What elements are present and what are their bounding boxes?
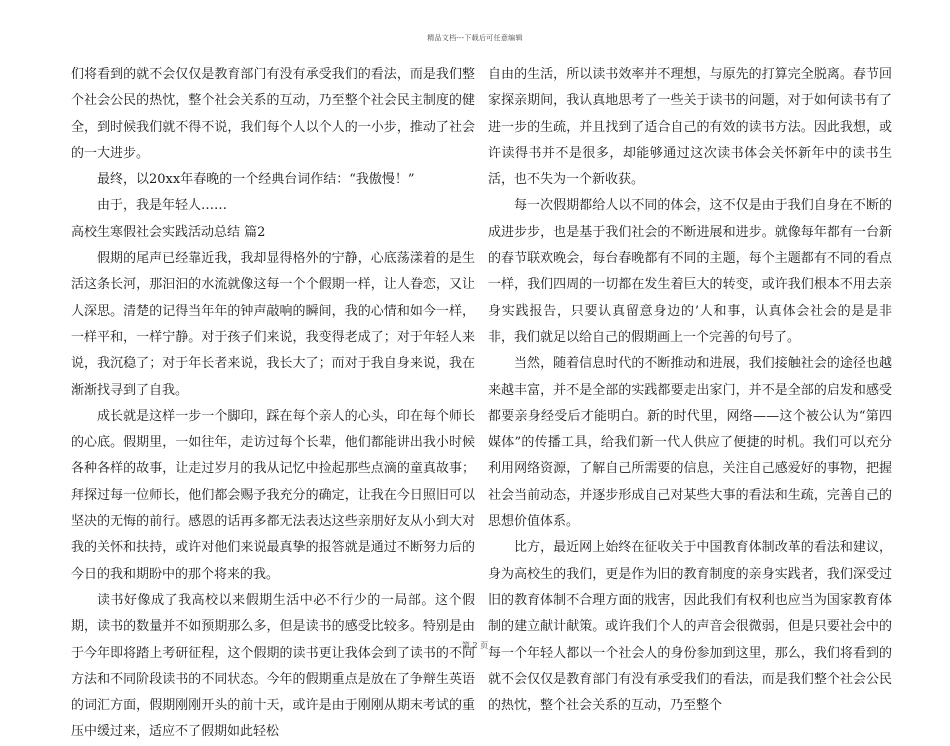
paragraph: 读书好像成了我高校以来假期生活中必不行少的一局部。这个假期，读书的数量并不如预期那么多，但是读书的感受比较多。特别是由于今年即将踏上考研征程，这个假期的读书更让我体会到了读书的不同方法和不同阶段读书的不同状态。今年的假期重点是放在了争辩生英语的词汇方面，假期刚刚开头的前十天，或许是由于刚刚从期末考试的重压中缓过来，适应不了假期如此轻松 [71, 592, 475, 740]
page-number: 第 2 页 [461, 641, 489, 650]
section-heading: 高校生寒假社会实践活动总结 篇2 [71, 224, 266, 240]
right-column [488, 62, 892, 719]
paragraph: 们将看到的就不会仅仅是教育部门有没有承受我们的看法，而是我们整个社会公民的热忱，整个社会关系的互动，乃至整个社会民主制度的健全，到时候我们就不得不说，我们每个人以个人的一小步，推动了社会的一大进步。 [71, 67, 475, 161]
paragraph: 假期的尾声已经靠近我，我却显得格外的宁静，心底荡漾着的是生活这条长河，那汩汩的水流就像这每一个个假期一样，让人眷恋，又让人深思。清楚的记得当年年的钟声敲响的瞬间，我的心情和如今一样，一样平和，一样宁静。对于孩子们来说，我变得老成了；对于年轻人来说，我沉稳了；对于年长者来说，我长大了；而对于我自身来说，我在渐渐找寻到了自我。 [71, 251, 475, 398]
paragraph: 比方，最近网上始终在征收关于中国教育体制改革的看法和建议，身为高校生的我们，更是作为旧的教育制度的亲身实践者，我们深受过旧的教育体制不合理方面的戕害，因此我们有权利也应当为国家教育体制的建立献计献策。或许我们个人的声音会很微弱，但是只要社会中的每一个年轻人都以一个社会人的身份参加到这里，那么，我们将看到的就不会仅仅是教育部门有没有承受我们的看法，而是我们整个社会公民的热忱，整个社会关系的互动，乃至整个 [488, 540, 892, 714]
header-note: 精品文档---下载后可任意编辑 [427, 34, 523, 42]
paragraph: 由于，我是年轻人…… [97, 198, 228, 214]
paragraph: 自由的生活，所以读书效率并不理想，与原先的打算完全脱离。春节回家探亲期间，我认真地思考了一些关于读书的问题，对于如何读书有了进一步的生疏，并且找到了适合自己的有效的读书方法。因此我想，或许读得书并不是很多，却能够通过这次读书体会关怀新年中的读书生活，也不失为一个新收获。 [488, 67, 892, 188]
paragraph: 最终，以20xx年春晚的一个经典台词作结：“我傲慢！” [97, 172, 415, 188]
paragraph: 每一次假期都给人以不同的体会，这不仅是由于我们自身在不断的成进步步，也是基于我们社会的不断进展和进步。就像每年都有一台新的春节联欢晚会，每台春晚都有不同的主题，每个主题都有不同的看点一样，我们四周的一切都在发生着巨大的转变，或许我们根本不用去亲身实践报告，只要认真留意身边的’人和事，认真体会社会的是是非非，我们就足以给自己的假期画上一个完善的句号了。 [488, 198, 892, 345]
paragraph: 当然，随着信息时代的不断推动和进展，我们接触社会的途径也越来越丰富，并不是全部的实践都要走出家门，并不是全部的启发和感受都要亲身经受后才能明白。新的时代里，网络——这个被公认为“第四媒体”的传播工具，给我们新一代人供应了便捷的时机。我们可以充分利用网络资源，了解自己所需要的信息，关注自己感爱好的事物，把握社会当前动态，并逐步形成自己对某些大事的看法和生疏，完善自己的思想价值体系。 [488, 356, 892, 530]
paragraph: 成长就是这样一步一个脚印，踩在每个亲人的心头，印在每个师长的心底。假期里，一如往年，走访过每个长辈，他们都能讲出我小时候各种各样的故事，让走过岁月的我从记忆中捡起那些点滴的童真故事；拜探过每一位师长，他们都会赐予我充分的确定，让我在今日照旧可以坚决的无悔的前行。感恩的话再多都无法表达这些亲朋好友从小到大对我的关怀和扶持，或许对他们来说最真挚的报答就是通过不断努力后的今日的我和期盼中的那个将来的我。 [71, 408, 475, 582]
